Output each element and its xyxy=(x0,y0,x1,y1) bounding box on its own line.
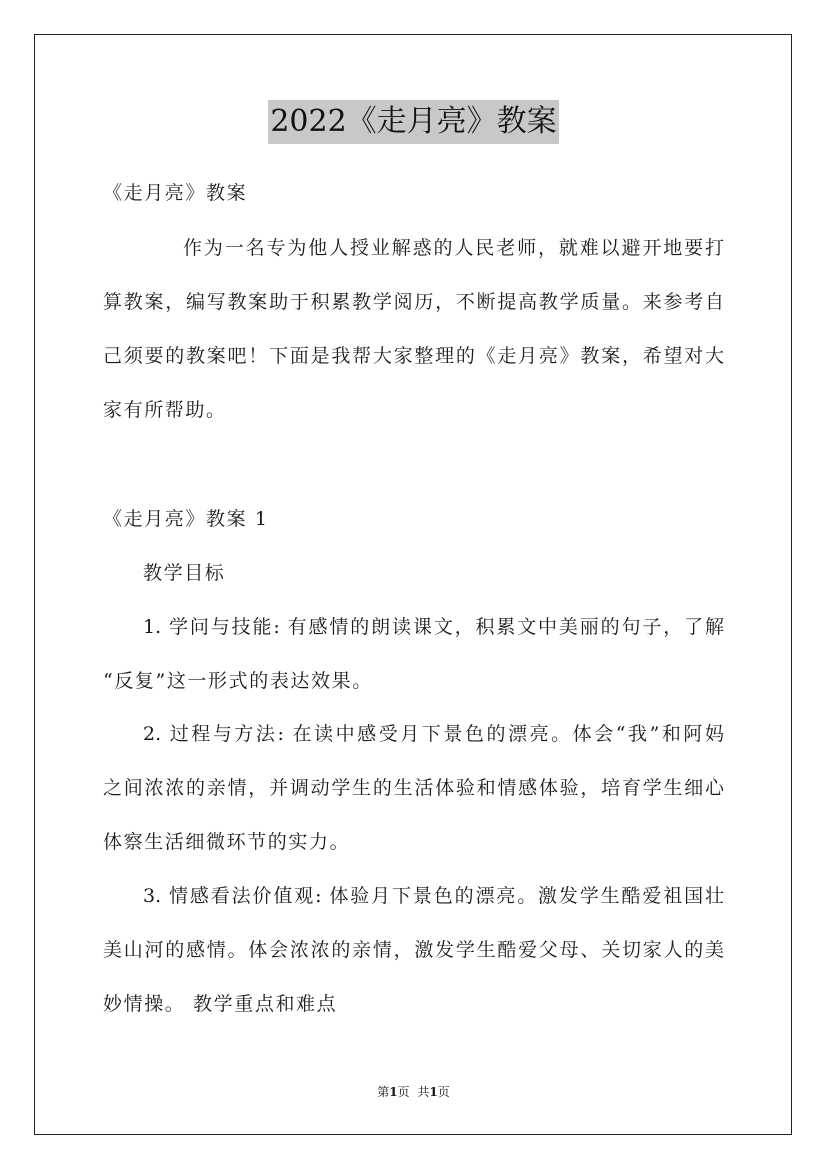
goal2-line-1: 2. 过程与方法: 在读中感受月下景色的漂亮。体会“我”和阿妈 xyxy=(143,723,724,745)
intro-line-3: 己须要的教案吧！下面是我帮大家整理的《走月亮》教案，希望对大 xyxy=(103,345,724,367)
page-number: 1 xyxy=(389,1085,398,1099)
goals-heading: 教学目标 xyxy=(143,562,226,584)
goal3-line-3: 妙情操。 教学重点和难点 xyxy=(103,993,338,1015)
document-subtitle: 《走月亮》教案 xyxy=(103,182,248,204)
goal1-line-1: 1. 学问与技能: 有感情的朗读课文，积累文中美丽的句子，了解 xyxy=(143,616,724,638)
goal3-line-2: 美山河的感情。体会浓浓的亲情，激发学生酷爱父母、关切家人的美 xyxy=(103,939,724,961)
section-heading: 《走月亮》教案 1 xyxy=(103,508,269,530)
page-prefix: 第 xyxy=(377,1085,390,1099)
title-container xyxy=(0,100,827,144)
total-suffix: 页 xyxy=(437,1085,450,1099)
goal2-line-3: 体察生活细微环节的实力。 xyxy=(103,831,351,853)
intro-line-2: 算教案，编写教案助于积累教学阅历，不断提高教学质量。来参考自 xyxy=(103,291,724,313)
goal3-line-1: 3. 情感看法价值观: 体验月下景色的漂亮。激发学生酷爱祖国壮 xyxy=(143,885,724,907)
page-suffix: 页 xyxy=(397,1085,410,1099)
intro-line-4: 家有所帮助。 xyxy=(103,399,227,421)
total-pages: 1 xyxy=(429,1085,438,1099)
goal1-line-2: “反复”这一形式的表达效果。 xyxy=(103,670,373,692)
page-footer xyxy=(0,1084,827,1100)
document-title: 2022《走月亮》教案 xyxy=(268,100,558,144)
intro-line-1: 作为一名专为他人授业解惑的人民老师，就难以避开地要打 xyxy=(183,237,724,259)
goal2-line-2: 之间浓浓的亲情，并调动学生的生活体验和情感体验，培育学生细心 xyxy=(103,777,724,799)
total-prefix: 共 xyxy=(417,1085,430,1099)
